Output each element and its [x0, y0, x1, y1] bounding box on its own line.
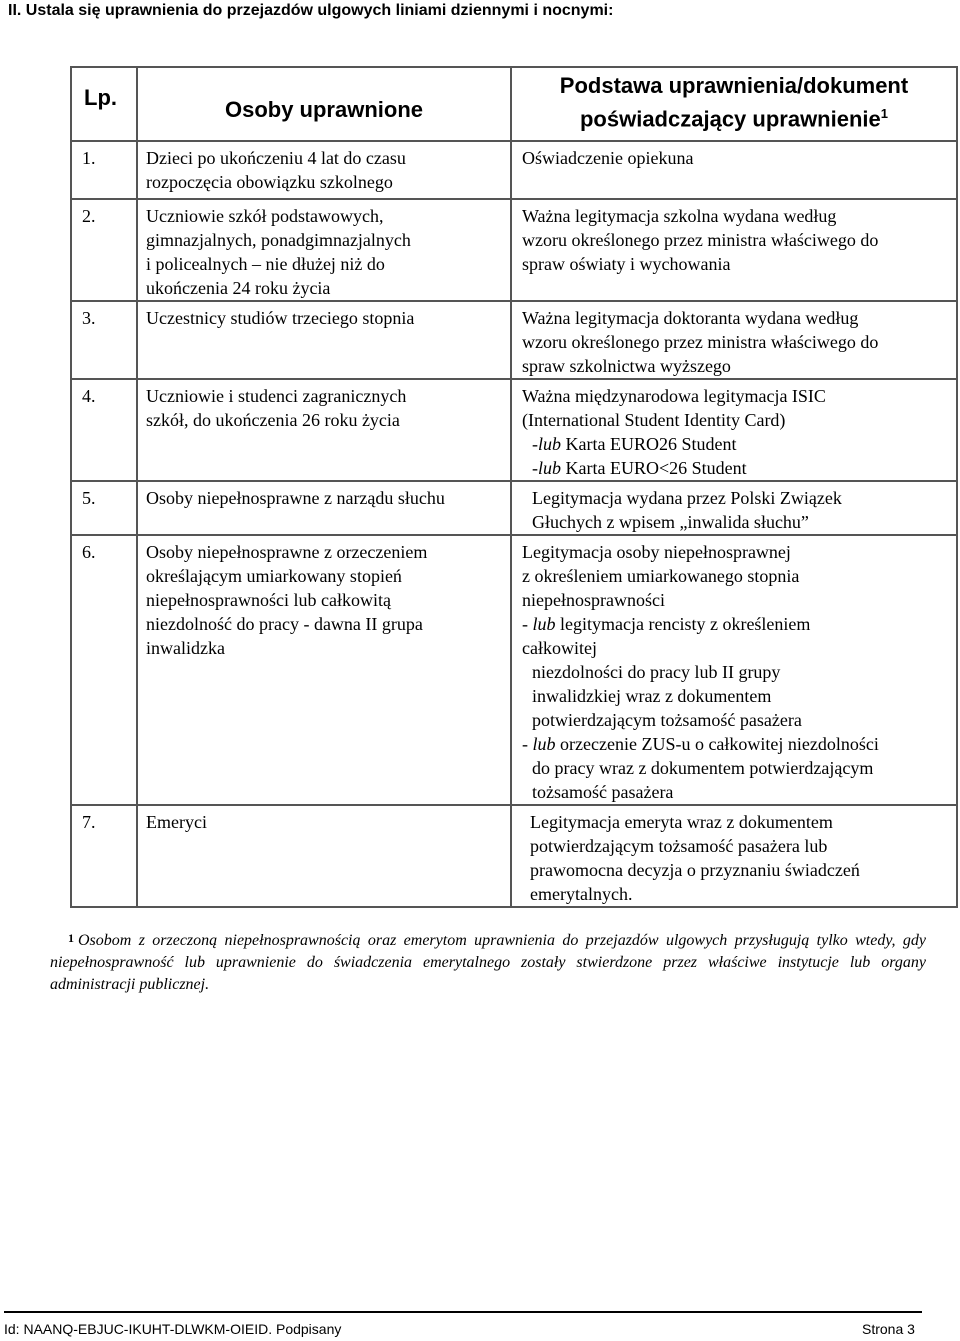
entitlements-table	[70, 66, 958, 908]
cell-line: Legitymacja emeryta wraz z dokumentem	[530, 812, 833, 832]
cell-line: potwierdzającym tożsamość pasażera	[532, 710, 802, 730]
table-header-row	[71, 67, 957, 141]
cell-line: - lub orzeczenie ZUS-u o całkowitej niezdolności	[522, 734, 879, 754]
cell-line: - lub legitymacja rencisty z określeniem	[522, 614, 811, 634]
cell-line: Ważna legitymacja doktoranta wydana według	[522, 308, 859, 328]
cell-line: z określeniem umiarkowanego stopnia	[522, 566, 800, 586]
cell-line: Osoby niepełnosprawne z orzeczeniem	[146, 542, 428, 562]
cell-line: Uczniowie szkół podstawowych,	[146, 206, 384, 226]
cell-line: wzoru określonego przez ministra właściwego do	[522, 230, 879, 250]
cell-line: Uczestnicy studiów trzeciego stopnia	[146, 308, 415, 328]
row-basis	[511, 141, 957, 199]
row-number: 4.	[71, 379, 137, 481]
cell-line: prawomocna decyzja o przyznaniu świadczeń	[530, 860, 860, 880]
row-who	[137, 301, 511, 379]
header-basis	[511, 67, 957, 141]
header-lp: Lp.	[71, 67, 137, 141]
row-basis	[511, 199, 957, 301]
cell-line: spraw oświaty i wychowania	[522, 254, 731, 274]
cell-line: wzoru określonego przez ministra właściwego do	[522, 332, 879, 352]
cell-line: Ważna legitymacja szkolna wydana według	[522, 206, 837, 226]
cell-line: szkół, do ukończenia 26 roku życia	[146, 410, 400, 430]
row-number: 2.	[71, 199, 137, 301]
row-who	[137, 481, 511, 535]
cell-line: Głuchych z wpisem „inwalida słuchu”	[532, 512, 809, 532]
cell-line: ukończenia 24 roku życia	[146, 278, 331, 298]
row-number: 5.	[71, 481, 137, 535]
footnote-mark: 1	[68, 931, 74, 945]
row-who	[137, 199, 511, 301]
table-row	[71, 301, 957, 379]
cell-line: Legitymacja wydana przez Polski Związek	[532, 488, 842, 508]
cell-line: niezdolności do pracy lub II grupy	[532, 662, 781, 682]
row-who	[137, 805, 511, 907]
row-number: 3.	[71, 301, 137, 379]
header-basis-line2: poświadczający uprawnienie$^1$	[579, 106, 888, 132]
cell-line: inwalidzka	[146, 638, 225, 658]
table-row	[71, 141, 957, 199]
cell-line: i policealnych – nie dłużej niż do	[146, 254, 385, 274]
row-basis	[511, 805, 957, 907]
footer-divider	[4, 1311, 922, 1313]
cell-line: Osoby niepełnosprawne z narządu słuchu	[146, 488, 445, 508]
cell-line: niezdolność do pracy - dawna II grupa	[146, 614, 423, 634]
cell-line: potwierdzającym tożsamość pasażera lub	[530, 836, 828, 856]
row-basis	[511, 481, 957, 535]
table-row	[71, 805, 957, 907]
cell-line: Oświadczenie opiekuna	[522, 148, 694, 168]
cell-line: całkowitej	[522, 638, 597, 658]
row-who	[137, 535, 511, 805]
table-row	[71, 481, 957, 535]
row-basis	[511, 301, 957, 379]
table-row	[71, 199, 957, 301]
footnote-ref: 1	[880, 106, 888, 121]
cell-line: -lub Karta EURO26 Student	[532, 434, 737, 454]
row-number: 7.	[71, 805, 137, 907]
cell-line: Ważna międzynarodowa legitymacja ISIC	[522, 386, 826, 406]
row-basis	[511, 379, 957, 481]
cell-line: Dzieci po ukończeniu 4 lat do czasu	[146, 148, 406, 168]
row-who	[137, 141, 511, 199]
section-heading: II. Ustala się uprawnienia do przejazdów ulgowych liniami dziennymi i nocnymi:	[8, 2, 614, 19]
cell-line: niepełnosprawności lub całkowitą	[146, 590, 391, 610]
cell-line: Legitymacja osoby niepełnosprawnej	[522, 542, 791, 562]
cell-line: inwalidzkiej wraz z dokumentem	[532, 686, 772, 706]
table-row	[71, 535, 957, 805]
footnote-text: Osobom z orzeczoną niepełnosprawnością oraz emerytom uprawnienia do przejazdów ulgowych przysługują tylko wtedy, gdy niepełnosprawność lub uprawnienie do świadczenia emerytalnego zostały stwierdzone przez właściwe instytucje lub organy administracji publicznej.	[50, 932, 926, 993]
cell-line: Uczniowie i studenci zagranicznych	[146, 386, 407, 406]
cell-line: Emeryci	[146, 812, 207, 832]
row-who	[137, 379, 511, 481]
cell-line: do pracy wraz z dokumentem potwierdzającym	[532, 758, 874, 778]
header-who: Osoby uprawnione	[137, 67, 511, 141]
table-row	[71, 379, 957, 481]
cell-line: -lub Karta EURO<26 Student	[532, 458, 747, 478]
row-number: 6.	[71, 535, 137, 805]
header-basis-line1: Podstawa uprawnienia/dokument	[559, 73, 909, 98]
cell-line: gimnazjalnych, ponadgimnazjalnych	[146, 230, 411, 250]
cell-line: emerytalnych.	[530, 884, 633, 904]
footnote	[50, 927, 926, 996]
row-number: 1.	[71, 141, 137, 199]
cell-line: rozpoczęcia obowiązku szkolnego	[146, 172, 393, 192]
row-basis	[511, 535, 957, 805]
document-id: Id: NAANQ-EBJUC-IKUHT-DLWKM-OIEID. Podpisany	[4, 1321, 342, 1337]
page-number: Strona 3	[862, 1321, 915, 1337]
cell-line: tożsamość pasażera	[532, 782, 674, 802]
cell-line: (International Student Identity Card)	[522, 410, 786, 430]
cell-line: niepełnosprawności	[522, 590, 665, 610]
cell-line: określającym umiarkowany stopień	[146, 566, 402, 586]
cell-line: spraw szkolnictwa wyższego	[522, 356, 731, 376]
